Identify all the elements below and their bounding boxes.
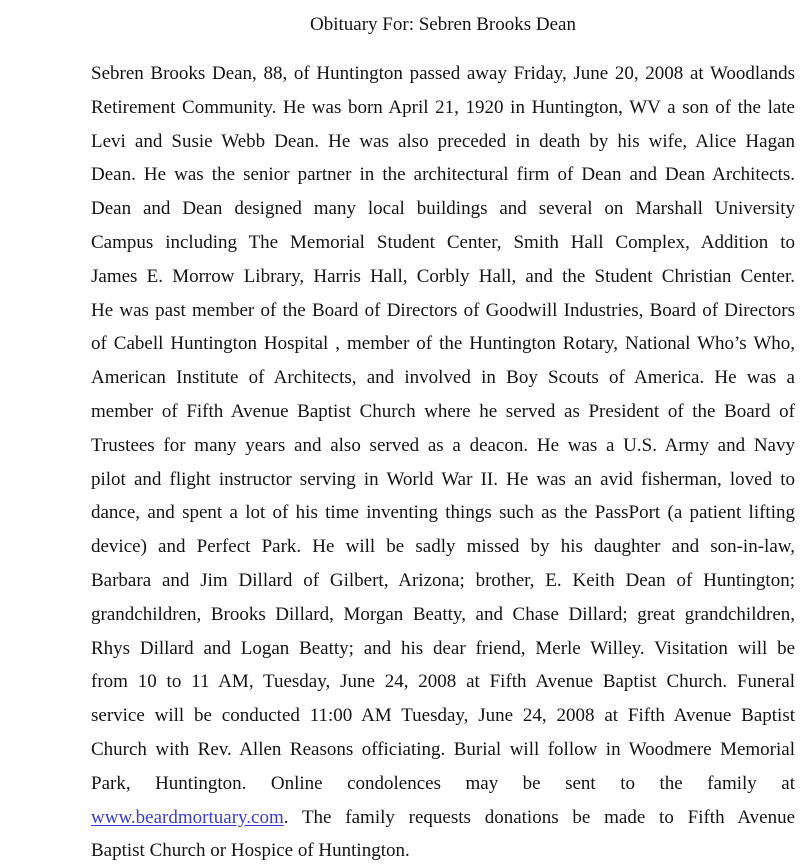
obituary-title: Obituary For: Sebren Brooks Dean (310, 14, 576, 35)
body-line: service will be conducted 11:00 AM Tuesday, June 24, 2008 at Fifth Avenue Baptist (91, 705, 795, 727)
body-line: James E. Morrow Library, Harris Hall, Corbly Hall, and the Student Christian Center. (91, 265, 795, 287)
body-line: Dean. He was the senior partner in the architectural firm of Dean and Dean Architects. (91, 164, 795, 186)
body-line: from 10 to 11 AM, Tuesday, June 24, 2008 at Fifth Avenue Baptist Church. Funeral (91, 671, 795, 693)
body-line: Dean and Dean designed many local buildings and several on Marshall University (91, 198, 795, 220)
body-line: He was past member of the Board of Directors of Goodwill Industries, Board of Directors (91, 299, 795, 321)
body-line: Retirement Community. He was born April 21, 1920 in Huntington, WV a son of the late (91, 96, 795, 118)
body-line: Rhys Dillard and Logan Beatty; and his dear friend, Merle Willey. Visitation will be (91, 637, 795, 659)
body-line: Levi and Susie Webb Dean. He was also preceded in death by his wife, Alice Hagan (91, 130, 795, 152)
body-line: grandchildren, Brooks Dillard, Morgan Beatty, and Chase Dillard; great grandchildren, (91, 603, 795, 625)
body-line-final: Baptist Church or Hospice of Huntington. (91, 840, 410, 862)
body-line: Park, Huntington. Online condolences may be sent to the family at (91, 772, 795, 794)
body-line: of Cabell Huntington Hospital , member of the Huntington Rotary, National Who’s Who, (91, 333, 795, 355)
body-line: pilot and flight instructor serving in World War II. He was an avid fisherman, loved to (91, 468, 795, 490)
obituary-body (91, 57, 795, 868)
body-line: Church with Rev. Allen Reasons officiating. Burial will follow in Woodmere Memorial (91, 738, 795, 760)
body-line: dance, and spent a lot of his time inventing things such as the PassPort (a patient lifting (91, 502, 795, 524)
body-line: device) and Perfect Park. He will be sadly missed by his daughter and son-in-law, (91, 536, 795, 558)
body-line: American Institute of Architects, and involved in Boy Scouts of America. He was a (91, 367, 795, 389)
link-line-text: . The family requests donations be made to Fifth Avenue (283, 806, 795, 828)
mortuary-website-link[interactable]: www.beardmortuary.com (91, 806, 284, 828)
body-line: Campus including The Memorial Student Center, Smith Hall Complex, Addition to (91, 231, 795, 253)
body-line: member of Fifth Avenue Baptist Church where he served as President of the Board of (91, 400, 795, 422)
body-line: Trustees for many years and also served as a deacon. He was a U.S. Army and Navy (91, 434, 795, 456)
body-line: Barbara and Jim Dillard of Gilbert, Arizona; brother, E. Keith Dean of Huntington; (91, 569, 795, 591)
body-line: Sebren Brooks Dean, 88, of Huntington passed away Friday, June 20, 2008 at Woodlands (91, 63, 795, 84)
body-line-with-link (91, 801, 795, 835)
